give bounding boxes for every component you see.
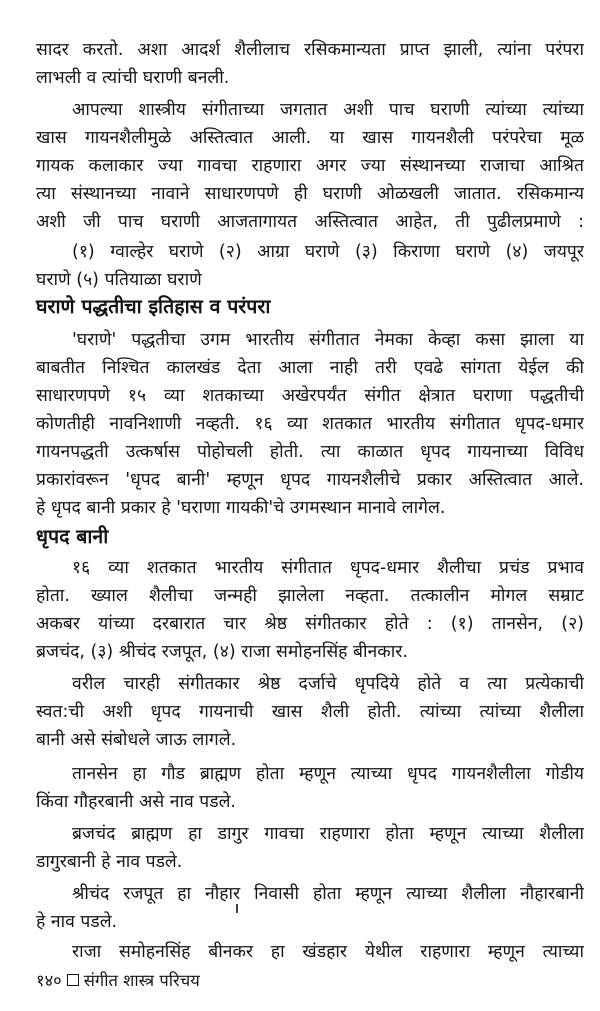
text-line: अशी जी पाच घराणी आजतागायत अस्तित्वात आहेत, ती पुढीलप्रमाणे : (36, 212, 584, 232)
text-line: त्या संस्थानच्या नावाने साधारणपणे ही घराणी ओळखली जातात. रसिकमान्य (36, 184, 584, 204)
print-mark (236, 904, 238, 913)
text-line: श्रीचंद रजपूत हा नौहार निवासी होता म्हणून त्याच्या शैलीला नौहारबानी (72, 884, 584, 904)
text-line: किंवा गौहरबानी असे नाव पडले. (36, 792, 236, 812)
book-title: संगीत शास्त्र परिचय (83, 971, 200, 990)
page-footer (36, 969, 200, 993)
text-line: १६ व्या शतकात भारतीय संगीतात धृपद-धमार शैलीचा प्रचंड प्रभाव (72, 558, 584, 578)
text-line: तानसेन हा गौड ब्राह्मण होता म्हणून त्याच्या धृपद गायनशैलीला गोडीय (72, 764, 584, 784)
text-line: सादर करतो. अशा आदर्श शैलीलाच रसिकमान्यता प्राप्त झाली, त्यांना परंपरा (36, 40, 584, 60)
text-line: गायक कलाकार ज्या गावचा राहणारा अगर ज्या संस्थानच्या राजाचा आश्रित (36, 156, 584, 176)
text-line: हे धृपद बानी प्रकार हे 'घराणा गायकी'चे उगमस्थान मानावे लागेल. (36, 498, 446, 518)
text-line: स्वत:ची अशी धृपद गायनाची खास शैली होती. त्यांच्या त्यांच्या शैलीला (36, 702, 584, 722)
section-heading: धृपद बानी (36, 525, 109, 548)
page-number: १४० (36, 971, 62, 990)
text-line: प्रकारांवरून 'धृपद बानी' म्हणून धृपद गायनशैलीचे प्रकार अस्तित्वात आले. (36, 470, 584, 490)
text-line: डागुरबानी हे नाव पडले. (36, 852, 183, 872)
text-line: घराणे (५) पतियाळा घराणे (36, 270, 202, 290)
text-line: ब्रजचंद, (३) श्रीचंद रजपूत, (४) राजा समोहनसिंह बीनकार. (36, 642, 408, 662)
text-line: कोणतीही नावनिशाणी नव्हती. १६ व्या शतकात भारतीय संगीतात धृपद-धमार (36, 414, 584, 434)
text-line: आपल्या शास्त्रीय संगीताच्या जगतात अशी पाच घराणी त्यांच्या त्यांच्या (72, 100, 584, 120)
text-line: राजा समोहनसिंह बीनकर हा खंडहार येथील राहणारा म्हणून त्याच्या (72, 942, 584, 962)
square-icon (67, 974, 79, 986)
text-line: साधारणपणे १५ व्या शतकाच्या अखेरपर्यंत संगीत क्षेत्रात घराणा पद्धतीची (36, 386, 584, 406)
text-line: खास गायनशैलीमुळे अस्तित्वात आली. या खास गायनशैली परंपरेचा मूळ (36, 128, 584, 148)
text-line: लाभली व त्यांची घराणी बनली. (36, 68, 230, 88)
text-line: वरील चारही संगीतकार श्रेष्ठ दर्जाचे धृपदिये होते व त्या प्रत्येकाची (72, 674, 584, 694)
text-line: बानी असे संबोधले जाऊ लागले. (36, 730, 237, 750)
section-heading: घराणे पद्धतीचा इतिहास व परंपरा (36, 295, 271, 318)
text-line: 'घराणे' पद्धतीचा उगम भारतीय संगीतात नेमका केव्हा कसा झाला या (72, 330, 584, 350)
text-line: बाबतीत निश्चित कालखंड देता आला नाही तरी एवढे सांगता येईल की (36, 358, 584, 378)
text-line: होता. ख्याल शैलीचा जन्मही झालेला नव्हता. तत्कालीन मोगल सम्राट (36, 586, 584, 606)
text-line: ब्रजचंद ब्राह्मण हा डागुर गावचा राहणारा होता म्हणून त्याच्या शैलीला (72, 824, 584, 844)
text-line: (१) ग्वाल्हेर घराणे (२) आग्रा घराणे (३) किराणा घराणे (४) जयपूर (72, 242, 584, 262)
text-line: हे नाव पडले. (36, 912, 118, 932)
text-line: गायनपद्धती उत्कर्षास पोहोचली होती. त्या काळात धृपद गायनाच्या विविध (36, 442, 584, 462)
text-line: अकबर यांच्या दरबारात चार श्रेष्ठ संगीतकार होते : (१) तानसेन, (२) (36, 614, 584, 634)
